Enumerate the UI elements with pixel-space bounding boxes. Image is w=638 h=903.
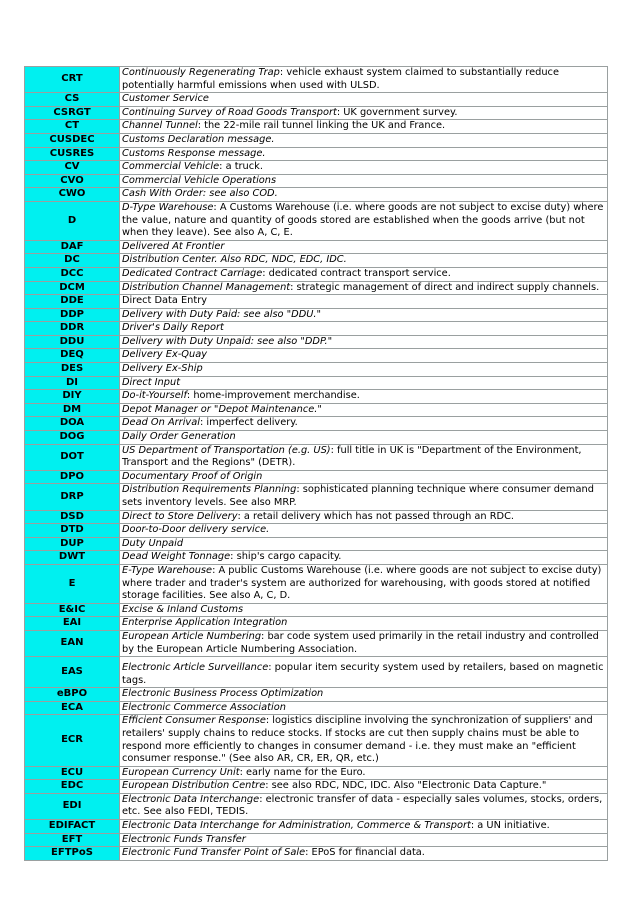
table-row [25,390,608,404]
term-text: Direct to Store Delivery [122,510,238,522]
table-row [25,267,608,281]
abbreviation-cell: DWT [25,551,120,565]
abbreviation-cell: CV [25,161,120,175]
term-text: Electronic Article Surveillance [122,661,269,673]
table-row [25,295,608,309]
definition-text: : home-improvement merchandise. [186,390,360,402]
definition-cell [120,376,608,390]
term-text: European Distribution Centre [122,780,266,792]
definition-text: : a retail delivery which has not passed through an RDC. [237,510,515,522]
definition-text: : EPoS for financial data. [305,847,425,859]
term-text: Electronic Data Interchange for Administration, Commerce & Transport [122,820,471,832]
abbreviation-cell: DC [25,254,120,268]
table-row [25,484,608,510]
definition-cell [120,833,608,847]
table-row [25,444,608,470]
definition-text: : sophisticated planning technique where consumer demand sets inventory levels. See also MRP. [122,484,594,508]
definition-cell [120,766,608,780]
abbreviation-cell: DOA [25,417,120,431]
table-row [25,417,608,431]
abbreviation-cell: ECU [25,766,120,780]
abbreviation-cell: DTD [25,524,120,538]
term-text: Electronic Fund Transfer Point of Sale [122,847,306,859]
definition-cell [120,349,608,363]
abbreviation-cell: DSD [25,510,120,524]
term-text: Delivery with Duty Paid: see also "DDU." [122,308,322,320]
table-row [25,537,608,551]
abbreviation-cell: DOG [25,431,120,445]
definition-cell [120,630,608,656]
definition-cell [120,847,608,861]
abbreviation-cell: CRT [25,67,120,93]
definition-cell [120,617,608,631]
term-text: Efficient Consumer Response [122,715,266,727]
table-row [25,281,608,295]
table-row [25,603,608,617]
table-row [25,847,608,861]
table-row [25,551,608,565]
abbreviation-cell: CWO [25,188,120,202]
term-text: Commercial Vehicle [122,161,220,173]
definition-cell [120,403,608,417]
table-row [25,322,608,336]
definition-cell [120,537,608,551]
term-text: Electronic Business Process Optimization [122,688,324,700]
abbreviation-cell: ECR [25,715,120,766]
abbreviation-cell: DI [25,376,120,390]
definition-cell [120,657,608,688]
definition-cell [120,470,608,484]
definition-cell [120,417,608,431]
definition-text: : A Customs Warehouse (i.e. where goods are not subject to excise duty) where the value, nature and quantity of goods stored are established when the goods arrive (but not when they leave). See also A, C, E. [122,201,604,239]
abbreviation-cell: CSRGT [25,106,120,120]
abbreviation-cell: DIY [25,390,120,404]
table-row [25,240,608,254]
table-row [25,617,608,631]
abbreviation-cell: eBPO [25,688,120,702]
abbreviation-cell: EDI [25,793,120,819]
definition-cell [120,295,608,309]
term-text: E-Type Warehouse [122,564,213,576]
abbreviation-cell: EDIFACT [25,820,120,834]
definition-text: : dedicated contract transport service. [262,267,451,279]
definition-cell [120,564,608,603]
abbreviation-cell: CT [25,120,120,134]
table-row [25,147,608,161]
definition-cell [120,688,608,702]
definition-cell [120,93,608,107]
definition-cell [120,254,608,268]
abbreviation-cell: EFTPoS [25,847,120,861]
abbreviation-cell: E [25,564,120,603]
definition-cell [120,133,608,147]
table-row [25,201,608,240]
definition-text: : popular item security system used by retailers, based on magnetic tags. [122,661,604,686]
definition-cell [120,715,608,766]
term-text: Delivery Ex-Quay [122,349,208,361]
glossary-body [25,67,608,861]
abbreviation-cell: DAF [25,240,120,254]
term-text: Delivery with Duty Unpaid: see also "DDP." [122,335,333,347]
table-row [25,688,608,702]
definition-text: : see also RDC, NDC, IDC. Also "Electronic Data Capture." [265,780,547,792]
table-row [25,766,608,780]
definition-cell [120,484,608,510]
abbreviation-cell: DOT [25,444,120,470]
definition-cell [120,67,608,93]
abbreviation-cell: DCM [25,281,120,295]
term-text: European Article Numbering [122,630,262,642]
term-text: European Currency Unit [122,766,240,778]
table-row [25,657,608,688]
table-row [25,524,608,538]
table-row [25,133,608,147]
abbreviation-cell: DDE [25,295,120,309]
definition-cell [120,322,608,336]
definition-cell [120,308,608,322]
term-text: Cash With Order: see also COD. [122,188,278,200]
term-text: Dedicated Contract Carriage [122,267,263,279]
abbreviation-cell: DEQ [25,349,120,363]
definition-cell [120,120,608,134]
table-row [25,349,608,363]
term-text: Customs Response message. [122,147,266,159]
table-row [25,780,608,794]
definition-cell [120,780,608,794]
term-text: Direct Input [122,376,181,388]
term-text: Commercial Vehicle Operations [122,174,277,186]
term-text: Electronic Commerce Association [122,701,286,713]
term-text: Dead On Arrival [122,417,200,429]
definition-text: : full title in UK is "Department of the Environment, Transport and the Regions" (DETR). [122,444,582,469]
definition-cell [120,793,608,819]
definition-cell [120,524,608,538]
table-row [25,188,608,202]
term-text: Delivery Ex-Ship [122,363,203,375]
abbreviation-cell: DDP [25,308,120,322]
term-text: Electronic Funds Transfer [122,833,246,845]
table-row [25,335,608,349]
table-row [25,376,608,390]
abbreviation-cell: EFT [25,833,120,847]
table-row [25,820,608,834]
abbreviation-cell: CUSDEC [25,133,120,147]
table-row [25,308,608,322]
term-text: Depot Manager or "Depot Maintenance." [122,403,322,415]
term-text: Dead Weight Tonnage [122,551,231,563]
definition-cell [120,431,608,445]
definition-cell [120,188,608,202]
term-text: Enterprise Application Integration [122,617,288,629]
abbreviation-cell: CS [25,93,120,107]
term-text: Driver's Daily Report [122,322,224,334]
table-row [25,431,608,445]
abbreviation-cell: ECA [25,701,120,715]
definition-cell [120,201,608,240]
abbreviation-cell: DES [25,363,120,377]
term-text: Customs Declaration message. [122,133,275,145]
definition-cell [120,240,608,254]
table-row [25,174,608,188]
abbreviation-cell: EAN [25,630,120,656]
table-row [25,67,608,93]
definition-text: Direct Data Entry [122,295,208,307]
term-text: Door-to-Door delivery service. [122,524,270,536]
definition-text: : logistics discipline involving the synchronization of suppliers' and retailers' supply chains to reduce stocks. If stocks are cut then supply chains must be able to respond more efficiently to changes in consumer demand - i.e. they must make an "efficient consumer response." (See also AR, CR, ER, QR, etc.) [122,715,593,765]
definition-text: : bar code system used primarily in the retail industry and controlled by the European Article Numbering Association. [122,630,599,655]
table-row [25,510,608,524]
abbreviation-cell: EDC [25,780,120,794]
definition-cell [120,281,608,295]
term-text: Daily Order Generation [122,431,236,443]
term-text: Electronic Data Interchange [122,793,260,805]
definition-text: : early name for the Euro. [239,766,366,778]
definition-text: : the 22-mile rail tunnel linking the UK and France. [197,120,446,132]
definition-cell [120,551,608,565]
abbreviation-cell: EAI [25,617,120,631]
definition-cell [120,444,608,470]
definition-cell [120,820,608,834]
definition-text: : a UN initiative. [470,820,550,832]
definition-cell [120,335,608,349]
definition-cell [120,174,608,188]
table-row [25,93,608,107]
table-row [25,106,608,120]
abbreviation-cell: CUSRES [25,147,120,161]
term-text: Do-it-Yourself [122,390,187,402]
term-text: D-Type Warehouse [122,201,214,213]
definition-cell [120,390,608,404]
definition-text: : ship's cargo capacity. [230,551,342,563]
definition-cell [120,363,608,377]
table-row [25,120,608,134]
definition-cell [120,701,608,715]
table-row [25,833,608,847]
abbreviation-cell: DCC [25,267,120,281]
term-text: Delivered At Frontier [122,240,225,252]
definition-text: : strategic management of direct and indirect supply channels. [290,281,600,293]
term-text: Documentary Proof of Origin [122,470,263,482]
definition-text: : electronic transfer of data - especially sales volumes, stocks, orders, etc. See also FEDI, TEDIS. [122,793,603,818]
table-row [25,161,608,175]
abbreviation-cell: CVO [25,174,120,188]
definition-text: : vehicle exhaust system claimed to substantially reduce potentially harmful emissions when used with ULSD. [122,67,559,91]
abbreviation-cell: E&IC [25,603,120,617]
definition-cell [120,267,608,281]
abbreviation-cell: DRP [25,484,120,510]
abbreviation-cell: DM [25,403,120,417]
term-text: Distribution Channel Management [122,281,291,293]
definition-cell [120,510,608,524]
term-text: Excise & Inland Customs [122,603,244,615]
table-row [25,363,608,377]
term-text: Distribution Requirements Planning [122,484,297,496]
table-row [25,793,608,819]
table-row [25,715,608,766]
table-row [25,630,608,656]
definition-cell [120,106,608,120]
term-text: Channel Tunnel [122,120,198,132]
term-text: Distribution Center. Also RDC, NDC, EDC, IDC. [122,254,347,266]
table-row [25,254,608,268]
definition-cell [120,161,608,175]
definition-cell [120,603,608,617]
term-text: US Department of Transportation (e.g. US) [122,444,331,456]
term-text: Customer Service [122,93,209,105]
table-row [25,564,608,603]
abbreviation-cell: DDR [25,322,120,336]
abbreviation-cell: DPO [25,470,120,484]
abbreviation-cell: EAS [25,657,120,688]
glossary-table [24,66,608,861]
definition-text: : A public Customs Warehouse (i.e. where goods are not subject to excise duty) where trader and trader's system are authorized for warehousing, with goods stored at notified storage facilities. See also A, C, D. [122,564,602,602]
term-text: Duty Unpaid [122,537,184,549]
table-row [25,470,608,484]
definition-text: : a truck. [219,161,263,173]
term-text: Continuously Regenerating Trap [122,67,280,78]
term-text: Continuing Survey of Road Goods Transport [122,106,337,118]
definition-text: : UK government survey. [336,106,458,118]
definition-cell [120,147,608,161]
abbreviation-cell: DUP [25,537,120,551]
table-row [25,701,608,715]
table-row [25,403,608,417]
abbreviation-cell: DDU [25,335,120,349]
definition-text: : imperfect delivery. [199,417,298,429]
abbreviation-cell: D [25,201,120,240]
